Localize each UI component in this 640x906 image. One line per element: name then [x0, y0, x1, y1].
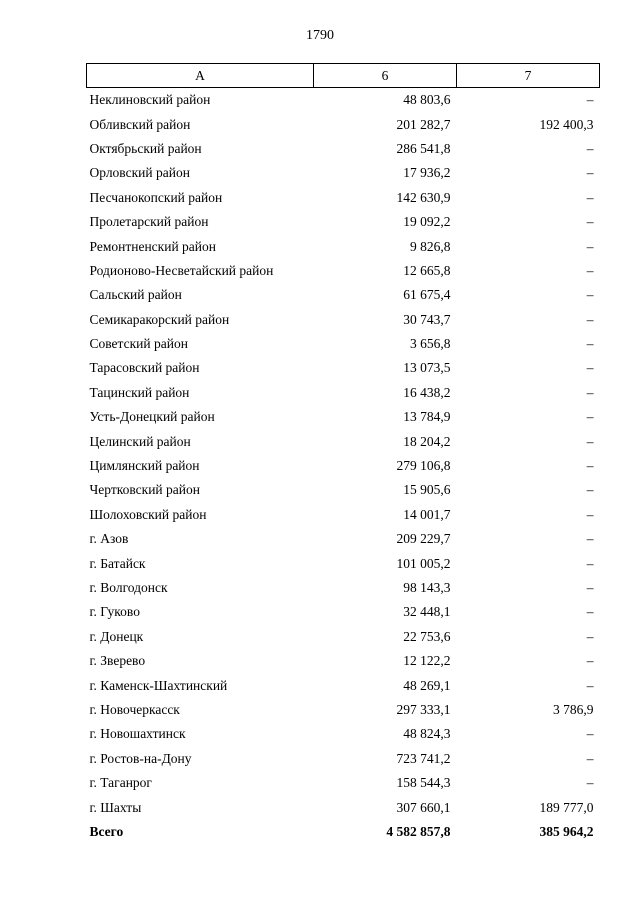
row-value-col7: –	[586, 238, 594, 254]
row-name: г. Таганрог	[89, 775, 152, 791]
row-value-col7: –	[586, 628, 594, 644]
row-value-col6: 19 092,2	[403, 214, 451, 230]
row-value-col7: –	[586, 311, 594, 327]
row-name: Родионово-Несветайский район	[89, 262, 274, 278]
row-name: Чертковский район	[89, 482, 200, 498]
row-value-col6: 158 544,3	[396, 775, 451, 791]
row-value-col7: –	[586, 165, 594, 181]
row-value-col6: 15 905,6	[403, 482, 451, 498]
row-value-col6: 13 784,9	[403, 409, 451, 425]
row-name: Тарасовский район	[89, 360, 200, 376]
row-value-col6: 209 229,7	[396, 531, 451, 547]
row-name: г. Новошахтинск	[89, 726, 186, 742]
row-value-col7: 3 786,9	[553, 701, 594, 717]
table-row	[87, 186, 600, 210]
table-row	[87, 88, 600, 113]
row-name: г. Азов	[89, 531, 129, 547]
table-row	[87, 795, 600, 819]
table-row	[87, 771, 600, 795]
table-row	[87, 698, 600, 722]
header-col-6: 6	[314, 64, 457, 88]
row-value-col6: 16 438,2	[403, 384, 451, 400]
row-value-col6: 3 656,8	[410, 336, 451, 352]
table-row	[87, 356, 600, 380]
row-name: Пролетарский район	[89, 214, 209, 230]
row-name: Цимлянский район	[89, 458, 200, 474]
row-value-col7: –	[586, 189, 594, 205]
table-row	[87, 210, 600, 234]
row-value-col7: –	[586, 750, 594, 766]
row-name: г. Шахты	[89, 799, 142, 815]
row-name: Шолоховский район	[89, 506, 207, 522]
row-value-col6: 30 743,7	[403, 311, 451, 327]
row-value-col7: –	[586, 214, 594, 230]
table-row	[87, 478, 600, 502]
row-value-col7: –	[586, 653, 594, 669]
row-name: Обливский район	[89, 116, 191, 132]
row-value-col7: –	[586, 92, 594, 108]
row-value-col6: 12 122,2	[403, 653, 451, 669]
row-name: Усть-Донецкий район	[89, 409, 215, 425]
row-name: Неклиновский район	[89, 92, 211, 108]
row-value-col6: 48 269,1	[403, 677, 451, 693]
row-value-col6: 32 448,1	[403, 604, 451, 620]
table-row	[87, 137, 600, 161]
row-name: Советский район	[89, 336, 188, 352]
row-name: г. Зверево	[89, 653, 146, 669]
row-value-col6: 48 803,6	[403, 92, 451, 108]
row-value-col6: 9 826,8	[410, 238, 451, 254]
row-value-col6: 286 541,8	[396, 140, 451, 156]
total-label: Всего	[89, 823, 124, 839]
row-value-col6: 61 675,4	[403, 287, 451, 303]
row-value-col6: 98 143,3	[403, 580, 451, 595]
row-value-col7: –	[586, 506, 594, 522]
row-name: Ремонтненский район	[89, 238, 216, 254]
table-row	[87, 405, 600, 429]
row-value-col6: 22 753,6	[403, 628, 451, 644]
row-value-col6: 13 073,5	[403, 360, 451, 376]
table-row	[87, 234, 600, 258]
table-row	[87, 527, 600, 551]
row-name: г. Волгодонск	[89, 580, 168, 595]
row-value-col7: –	[586, 409, 594, 425]
row-value-col6: 101 005,2	[396, 555, 451, 571]
total-value-col6: 4 582 857,8	[386, 823, 451, 839]
row-value-col7: –	[586, 433, 594, 449]
row-name: Семикаракорский район	[89, 311, 230, 327]
row-value-col7: –	[586, 531, 594, 547]
row-name: г. Донецк	[89, 628, 144, 644]
row-value-col7: 192 400,3	[539, 116, 594, 132]
row-value-col6: 723 741,2	[396, 750, 451, 766]
table-row	[87, 332, 600, 356]
table-row	[87, 503, 600, 527]
row-value-col6: 307 660,1	[396, 799, 451, 815]
row-value-col7: –	[586, 604, 594, 620]
row-value-col7: –	[586, 775, 594, 791]
table-row	[87, 625, 600, 649]
row-name: Песчанокопский район	[89, 189, 223, 205]
row-value-col7: 189 777,0	[539, 799, 594, 815]
table-row	[87, 429, 600, 453]
row-name: Тацинский район	[89, 384, 190, 400]
table-row	[87, 747, 600, 771]
row-value-col7: –	[586, 677, 594, 693]
table-row	[87, 600, 600, 624]
table-row	[87, 259, 600, 283]
row-name: Целинский район	[89, 433, 191, 449]
row-name: г. Новочеркасск	[89, 701, 180, 717]
row-value-col6: 17 936,2	[403, 165, 451, 181]
table-row	[87, 308, 600, 332]
table-row	[87, 381, 600, 405]
row-value-col7: –	[586, 336, 594, 352]
row-name: г. Ростов-на-Дону	[89, 750, 192, 766]
table-header-row	[87, 64, 600, 88]
table-row	[87, 576, 600, 600]
row-value-col7: –	[586, 458, 594, 474]
table-row	[87, 551, 600, 575]
row-value-col6: 48 824,3	[403, 726, 451, 742]
row-name: г. Батайск	[89, 555, 146, 571]
budget-table	[86, 63, 600, 844]
row-value-col7: –	[586, 287, 594, 303]
table-body	[87, 88, 600, 845]
row-value-col6: 12 665,8	[403, 262, 451, 278]
row-value-col7: –	[586, 360, 594, 376]
row-value-col6: 201 282,7	[396, 116, 451, 132]
table-row	[87, 722, 600, 746]
table-row	[87, 112, 600, 136]
row-value-col7: –	[586, 726, 594, 742]
row-name: Октябрьский район	[89, 140, 202, 156]
row-value-col7: –	[586, 482, 594, 498]
header-col-7: 7	[457, 64, 600, 88]
row-name: Орловский район	[89, 165, 190, 181]
row-value-col7: –	[586, 384, 594, 400]
row-value-col6: 279 106,8	[396, 458, 451, 474]
header-col-a: А	[87, 64, 314, 88]
table-row	[87, 283, 600, 307]
total-row	[87, 820, 600, 844]
page-number: 1790	[306, 28, 334, 43]
row-value-col6: 18 204,2	[403, 433, 451, 449]
row-value-col6: 14 001,7	[403, 506, 451, 522]
row-value-col6: 142 630,9	[396, 189, 451, 205]
total-value-col7: 385 964,2	[539, 823, 594, 839]
row-name: Сальский район	[89, 287, 182, 303]
row-name: г. Каменск-Шахтинский	[89, 677, 228, 693]
row-value-col7: –	[586, 555, 594, 571]
row-value-col7: –	[586, 580, 594, 595]
table-row	[87, 673, 600, 697]
row-value-col7: –	[586, 262, 594, 278]
table-row	[87, 454, 600, 478]
row-name: г. Гуково	[89, 604, 140, 620]
row-value-col7: –	[586, 140, 594, 156]
table-row	[87, 649, 600, 673]
row-value-col6: 297 333,1	[396, 701, 451, 717]
table-row	[87, 161, 600, 185]
